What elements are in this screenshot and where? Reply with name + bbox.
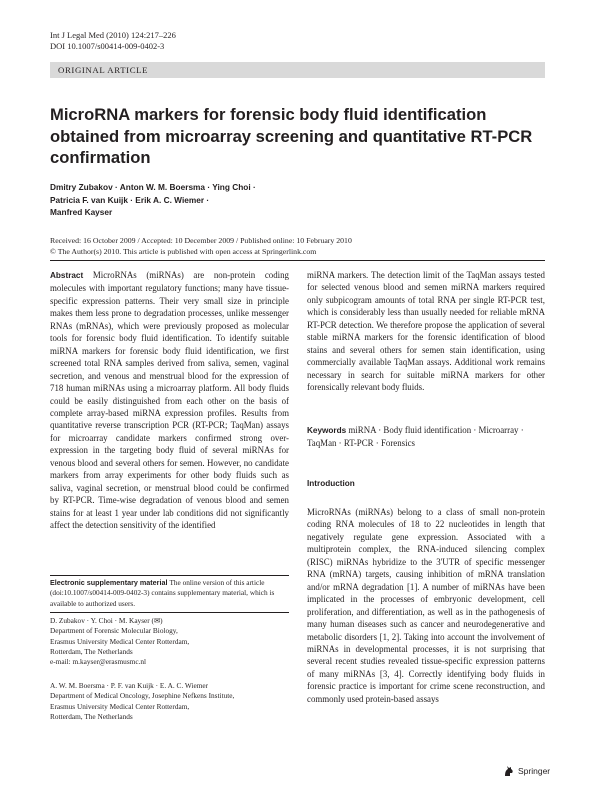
section-label: ORIGINAL ARTICLE (58, 65, 149, 75)
affiliation-dept: Department of Medical Oncology, Josephine Nefkens Institute, (50, 691, 235, 701)
keywords-heading: Keywords (307, 426, 349, 435)
affiliation-2 (50, 681, 289, 722)
journal-citation (50, 30, 176, 52)
keywords-text: miRNA · Body fluid identification · Microarray · TaqMan · RT-PCR · Forensics (307, 425, 524, 449)
abstract-text: MicroRNAs (miRNAs) are non-protein coding molecules with important regulatory functions; many have tissue-specific expression patterns. Their very small size in principle makes them less prone to degradation processes, unlike messenger RNAs (mRNAs), which were previously proposed as molecular tools for forensic body fluid identification. To identify suitable miRNA markers for forensic body fluid identification, we first screened total RNA samples derived from saliva, semen, vaginal secretion, and venous and menstrual blood for the expression of 718 human miRNAs using a microarray platform. All body fluids could be easily distinguished from each other on the basis of complete array-based miRNA expression profiles. Results from quantitative reverse transcription PCR (RT-PCR; TaqMan) assays for microarray candidate markers confirmed strong over-expression in the targeting body fluid of several miRNAs for venous blood and several others for semen. However, no candidate markers from array experiments for other body fluids such as saliva, vaginal secretion, or menstrual blood could be confirmed by RT-PCR. Time-wise degradation of venous blood and semen stains for at least 1 year under lab conditions did not significantly affect the detection sensitivity of the identified (50, 270, 289, 531)
article-title: MicroRNA markers for forensic body fluid identification obtained from microarray screening and quantitative RT-PCR confirmation (50, 105, 533, 167)
publisher-logo (503, 765, 550, 777)
affiliation-inst: Erasmus University Medical Center Rotterdam, (50, 701, 190, 711)
affiliation-authors: D. Zubakov · Y. Choi · M. Kayser (✉) (50, 616, 163, 625)
author-line: Dmitry Zubakov · Anton W. M. Boersma · Ying Choi · (50, 182, 256, 192)
publication-dates (50, 235, 550, 257)
supplementary-note (50, 578, 289, 609)
introduction-text: MicroRNAs (miRNAs) belong to a class of small non-protein coding RNA molecules of 18 to 22 nucleotides in length that negatively regulate gene expression. Associated with a multiprotein complex, the RNA-induced silencing complex (RISC) miRNAs hybridize to the 3'UTR of specific messenger RNA (mRNA) targets, causing inhibition of mRNA translation and/or mRNA degradation [1]. A number of miRNAs have been implicated in the processes of embryonic development, cell proliferation, and differentiation, as well as in the pathogenesis of many human diseases such as cancer and neurodegenerative and metabolic disorders [1, 2]. Taking into account the involvement of miRNAs in developmental processes, it is not surprising that several recent studies revealed tissue-specific expression patterns of many miRNAs [3, 4]. Correctly identifying body fluids in forensic practice is important for crime scene reconstruction, and commonly used protein-based assays (307, 507, 545, 704)
springer-horse-icon (503, 765, 515, 777)
author-line: Manfred Kayser (50, 207, 113, 217)
doi-line: DOI 10.1007/s00414-009-0402-3 (50, 41, 165, 51)
header-divider (50, 260, 545, 261)
footnote-divider (50, 575, 289, 576)
affiliation-city: Rotterdam, The Netherlands (50, 711, 133, 721)
author-list (50, 181, 470, 219)
keywords (307, 424, 545, 450)
journal-line: Int J Legal Med (2010) 124:217–226 (50, 30, 176, 40)
affiliation-1 (50, 616, 289, 667)
affiliation-inst: Erasmus University Medical Center Rotterdam, (50, 636, 190, 646)
introduction-heading: Introduction (307, 479, 355, 488)
supplementary-text: The online version of this article (doi:10.1007/s00414-009-0402-3) contains supplementary material, which is available to authorized users. (50, 578, 275, 608)
publisher-name: Springer (518, 766, 551, 776)
affiliation-email: e-mail: m.kayser@erasmusmc.nl (50, 657, 147, 667)
abstract-heading: Abstract (50, 271, 93, 280)
author-line: Patricia F. van Kuijk · Erik A. C. Wiemer · (50, 194, 210, 205)
affiliation-authors: A. W. M. Boersma · P. F. van Kuijk · E. A. C. Wiemer (50, 681, 209, 690)
abstract (50, 269, 289, 532)
affiliation-city: Rotterdam, The Netherlands (50, 646, 133, 656)
supplementary-heading: Electronic supplementary material (50, 578, 170, 587)
abstract-continued: miRNA markers. The detection limit of the TaqMan assays tested for selected venous blood and semen miRNA markers required only subpicogram amounts of total RNA per single RT-PCR test, which is considerably less than usually needed for reliable mRNA RT-PCR detection. We therefore propose the application of several stable miRNA markers for the forensic identification of blood stains and several others for semen stain identification, using commercially available TaqMan assays. Additional work remains necessary in search for suitable miRNA markers for other forensically relevant body fluids. (307, 270, 545, 393)
copyright-line: © The Author(s) 2010. This article is published with open access at Springerlink.com (50, 247, 317, 256)
footnote-divider (50, 612, 289, 613)
section-band (50, 62, 545, 78)
affiliation-dept: Department of Forensic Molecular Biology, (50, 626, 178, 636)
dates-line: Received: 16 October 2009 / Accepted: 10 December 2009 / Published online: 10 February 2010 (50, 236, 352, 245)
